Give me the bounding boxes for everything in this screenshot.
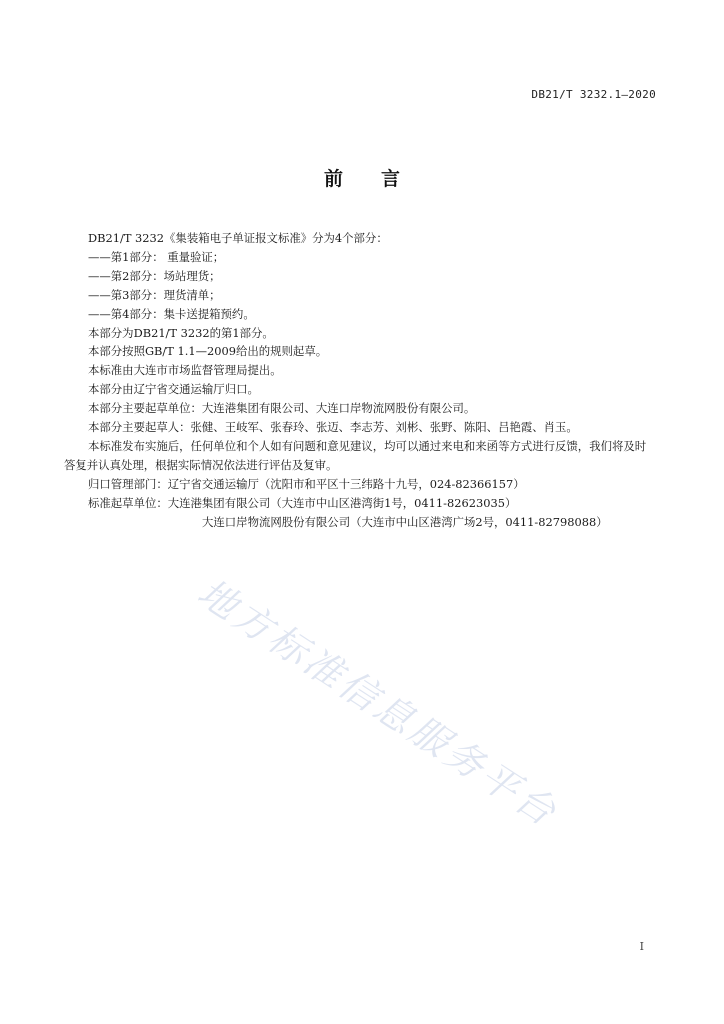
paragraph-proposer: 本标准由大连市市场监督管理局提出。 [88,363,282,378]
standard-code: DB21/T 3232.1—2020 [531,88,656,101]
paragraph-admin-contact: 归口管理部门：辽宁省交通运输厅（沈阳市和平区十三纬路十九号，024-82366157） [88,476,525,491]
list-item-part-3: ——第3部分：理货清单； [88,287,221,302]
paragraph-drafting-rules: 本部分按照GB/T 1.1—2009给出的规则起草。 [88,344,328,359]
paragraph-drafters: 本部分主要起草人：张健、王岐军、张春玲、张迈、李志芳、刘彬、张野、陈阳、吕艳霞、肖玉。 [88,420,578,435]
list-item-part-4: ——第4部分：集卡送提箱预约。 [88,306,255,321]
paragraph-part-statement: 本部分为DB21/T 3232的第1部分。 [88,325,274,340]
paragraph-drafter-contact-2: 大连口岸物流网股份有限公司（大连市中山区港湾广场2号，0411-82798088） [202,514,608,529]
page-number: I [639,940,644,953]
list-item-part-2: ——第2部分：场站理货； [88,268,221,283]
paragraph-feedback: 本标准发布实施后，任何单位和个人如有问题和意见建议，均可以通过来电和来函等方式进行反馈，我们将及时答复并认真处理，根据实际情况依法进行评估及复审。 [64,438,647,472]
page-title: 前言 [323,168,438,190]
paragraph-drafting-units: 本部分主要起草单位：大连港集团有限公司、大连口岸物流网股份有限公司。 [88,401,476,416]
paragraph-drafter-contact-1: 标准起草单位：大连港集团有限公司（大连市中山区港湾街1号，0411-82623035） [88,495,517,510]
foreword-body [64,229,668,532]
paragraph-administrator: 本部分由辽宁省交通运输厅归口。 [88,382,259,397]
paragraph-parts-intro: DB21/T 3232《集装箱电子单证报文标准》分为4个部分： [88,231,388,245]
watermark: 地方标准信息服务平台 [189,570,567,836]
list-item-part-1: ——第1部分： 重量验证； [88,249,225,264]
